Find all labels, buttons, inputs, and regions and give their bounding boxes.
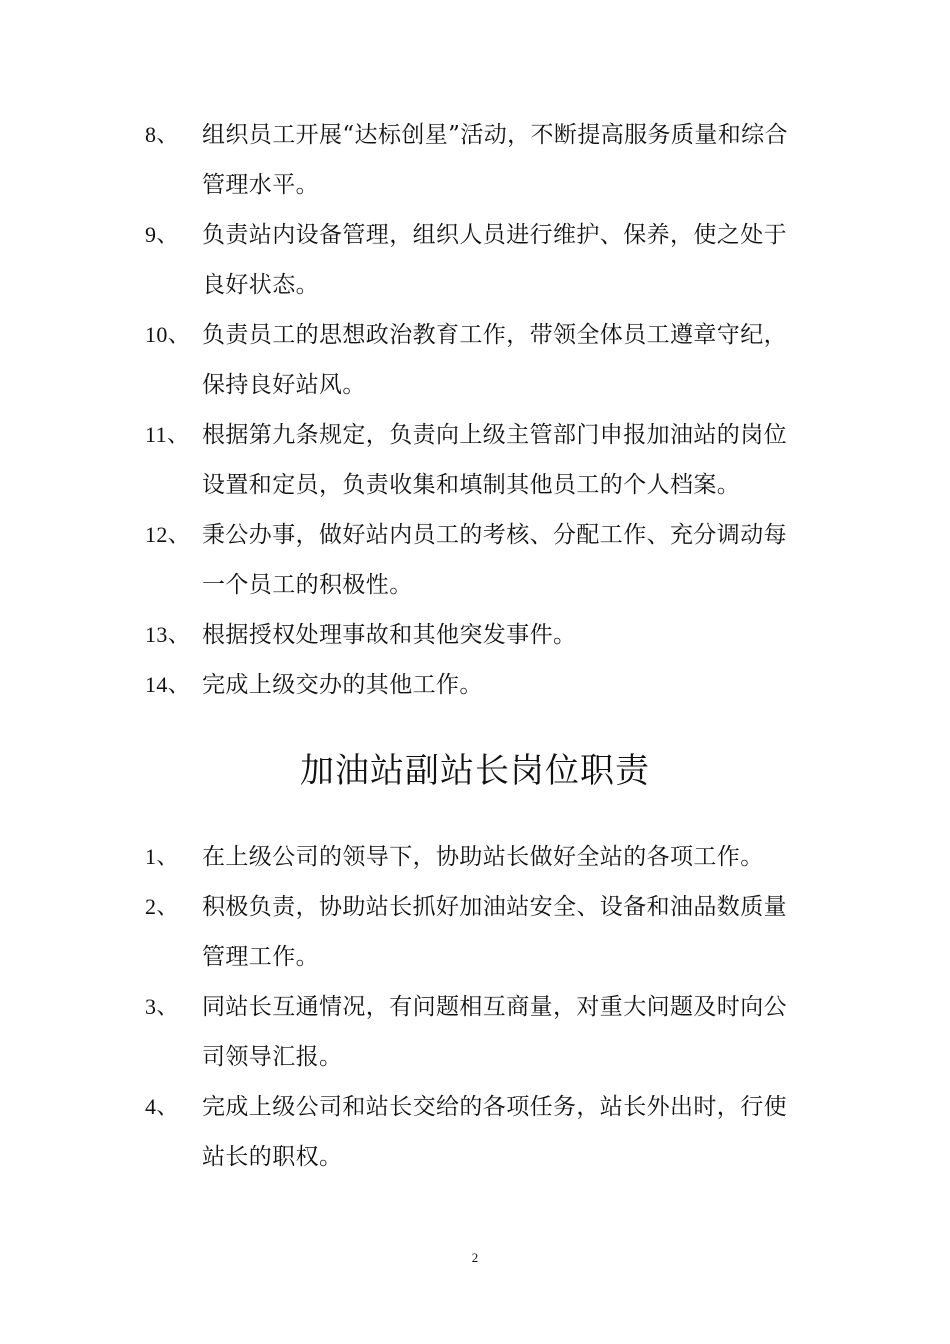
duty-list-station-manager <box>145 110 810 710</box>
item-text: 根据第九条规定，负责向上级主管部门申报加油站的岗位设置和定员，负责收集和填制其他员工的个人档案。 <box>202 422 787 498</box>
list-item <box>145 660 810 710</box>
item-number: 3、 <box>145 994 179 1019</box>
item-text: 负责站内设备管理，组织人员进行维护、保养，使之处于良好状态。 <box>202 222 787 298</box>
list-item <box>145 110 810 210</box>
item-text: 组织员工开展“达标创星”活动，不断提高服务质量和综合管理水平。 <box>202 122 788 198</box>
item-number: 9、 <box>145 222 179 247</box>
item-text: 积极负责，协助站长抓好加油站安全、设备和油品数质量管理工作。 <box>202 894 787 970</box>
item-text: 完成上级公司和站长交给的各项任务，站长外出时，行使站长的职权。 <box>202 1094 787 1170</box>
list-item <box>145 1082 810 1182</box>
list-item <box>145 882 810 982</box>
duty-list-deputy-manager <box>145 832 810 1182</box>
section-title: 加油站副站长岗位职责 <box>300 751 650 791</box>
item-number: 12、 <box>145 522 191 547</box>
list-item <box>145 510 810 610</box>
item-number: 11、 <box>145 422 190 447</box>
item-text: 同站长互通情况，有问题相互商量，对重大问题及时向公司领导汇报。 <box>202 994 787 1070</box>
list-item <box>145 610 810 660</box>
item-number: 13、 <box>145 622 191 647</box>
item-text: 在上级公司的领导下，协助站长做好全站的各项工作。 <box>202 844 764 870</box>
item-text: 秉公办事，做好站内员工的考核、分配工作、充分调动每一个员工的积极性。 <box>202 522 787 598</box>
list-item <box>145 310 810 410</box>
page-number: 2 <box>471 1250 479 1265</box>
item-number: 2、 <box>145 894 179 919</box>
item-text: 根据授权处理事故和其他突发事件。 <box>202 622 577 648</box>
item-text: 完成上级交办的其他工作。 <box>202 672 483 698</box>
item-number: 14、 <box>145 672 191 697</box>
list-item <box>145 832 810 882</box>
item-number: 4、 <box>145 1094 179 1119</box>
item-number: 10、 <box>145 322 191 347</box>
item-number: 1、 <box>145 844 179 869</box>
list-item <box>145 410 810 510</box>
item-text: 负责员工的思想政治教育工作，带领全体员工遵章守纪，保持良好站风。 <box>202 322 787 398</box>
item-number: 8、 <box>145 122 179 147</box>
list-item <box>145 982 810 1082</box>
list-item <box>145 210 810 310</box>
